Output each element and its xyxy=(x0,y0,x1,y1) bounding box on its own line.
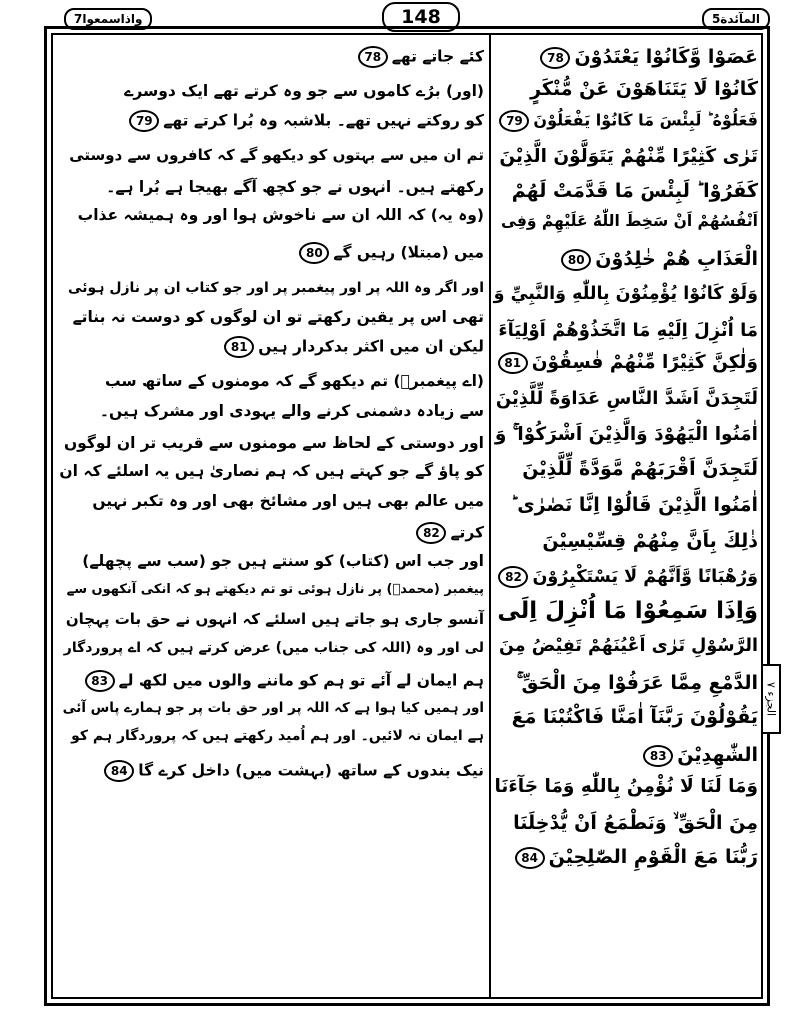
arabic-line-text: كَفَرُوْا ؕ لَبِئْسَ مَا قَدَّمَتْ لَهُمْ xyxy=(511,180,758,202)
arabic-line xyxy=(639,744,758,767)
arabic-line-text: عَصَوْا وَّكَانُوْا يَعْتَدُوْنَ xyxy=(574,46,758,68)
arabic-line xyxy=(494,352,758,374)
arabic-line-text: اَنْفُسُهُمْ اَنْ سَخِطَ اللّٰهُ عَلَيْهِمْ وَفِى xyxy=(501,212,758,230)
arabic-line-text: وَرُهْبَانًا وَّاَنَّهُمْ لَا يَسْتَكْبِرُوْنَ xyxy=(532,567,758,587)
urdu-line xyxy=(106,178,484,196)
urdu-line xyxy=(295,242,484,264)
arabic-line xyxy=(513,812,758,834)
urdu-line xyxy=(100,402,484,420)
urdu-line-text: میں عالم بھی ہیں اور مشائخ بھی اور وہ تکبر نہیں xyxy=(92,492,484,510)
arabic-line-text: وَلَوْ كَانُوْا يُؤْمِنُوْنَ بِاللّٰهِ وَالنَّبِيِّ وَ xyxy=(493,284,758,304)
arabic-line xyxy=(536,46,758,69)
verse-number-badge: 78 xyxy=(358,46,388,68)
arabic-line-text: الدَّمْعِ مِمَّا عَرَفُوْا مِنَ الْحَقِّ ۚ xyxy=(516,672,758,694)
urdu-line xyxy=(64,434,484,452)
urdu-line xyxy=(64,640,484,656)
verse-number-badge: 82 xyxy=(416,522,446,544)
arabic-line xyxy=(498,320,758,341)
verse-number-badge: 84 xyxy=(104,760,134,782)
arabic-line-text: الْعَذَابِ هُمْ خٰلِدُوْنَ xyxy=(595,248,758,270)
verse-number-badge: 79 xyxy=(129,110,159,132)
arabic-line-text: تَرٰى كَثِيْرًا مِّنْهُمْ يَتَوَلَّوْنَ الَّذِيْنَ xyxy=(499,146,758,167)
urdu-line-text: کو پاؤ گے جو کہتے ہیں کہ ہم نصاریٰ ہیں یہ اسلئے کہ ان xyxy=(59,462,484,480)
arabic-line xyxy=(495,110,758,132)
urdu-line-text: اور دوستی کے لحاظ سے مومنوں سے قریب تر ان لوگوں xyxy=(63,434,484,452)
urdu-line-text: میں (مبتلا) رہیں گے xyxy=(333,243,484,262)
arabic-line-text: اٰمَنُوا الْيَهُوْدَ وَالَّذِيْنَ اَشْرَكُوْا ۚ وَ xyxy=(494,424,758,445)
arabic-line-text: فَعَلُوْهُ ؕ لَبِئْسَ مَا كَانُوْا يَفْعَلُوْنَ xyxy=(533,110,758,130)
verse-number-badge: 83 xyxy=(85,670,115,692)
juz-marker-label: الجزء ٧ xyxy=(764,681,778,717)
arabic-line-text: لَتَجِدَنَّ اَشَدَّ النَّاسِ عَدَاوَةً لِّلَّذِيْنَ xyxy=(495,388,758,409)
verse-number-badge: 83 xyxy=(643,745,673,767)
arabic-line-text: يَقُوْلُوْنَ رَبَّنَآ اٰمَنَّا فَاكْتُبْنَا مَعَ xyxy=(511,706,758,728)
page-number: 148 xyxy=(382,2,460,32)
arabic-line xyxy=(501,212,758,230)
urdu-line xyxy=(69,146,484,164)
arabic-line xyxy=(497,598,758,624)
arabic-line xyxy=(522,458,758,480)
arabic-line-text: رَبُّنَا مَعَ الْقَوْمِ الصّٰلِحِيْنَ xyxy=(548,846,758,868)
urdu-line xyxy=(63,700,484,716)
urdu-line-text: اور اگر وہ اللہ پر اور پیغمبر پر اور جو کتاب ان پر نازل ہوئی xyxy=(68,280,484,296)
juz-marker-tab xyxy=(763,664,781,734)
arabic-line xyxy=(494,284,758,304)
urdu-line-text: لی اور وہ (اللہ کی جناب میں) عرض کرتے ہیں کہ اے پروردگار xyxy=(63,640,484,656)
arabic-line xyxy=(557,248,758,271)
arabic-line xyxy=(499,146,758,167)
arabic-line xyxy=(494,776,758,797)
urdu-line xyxy=(71,728,484,744)
urdu-line-text: ہے ایمان نہ لائیں۔ اور ہم اُمید رکھتے ہیں کہ پروردگار ہم کو xyxy=(71,728,484,744)
arabic-line xyxy=(517,672,758,694)
arabic-line-text: الرَّسُوْلِ تَرٰى اَعْيُنَهُمْ تَفِيْضُ مِنَ xyxy=(499,636,758,656)
urdu-line-text: تم ان میں سے بہتوں کو دیکھو گے کہ کافروں سے دوستی xyxy=(69,146,484,164)
arabic-line-text: وَلٰكِنَّ كَثِيْرًا مِّنْهُمْ فٰسِقُوْنَ xyxy=(531,352,758,373)
urdu-line-text: پیغمبر (محمدؐ) پر نازل ہوئی تو تم دیکھتے ہو کہ انکی آنکھوں سے xyxy=(66,582,484,597)
arabic-line xyxy=(512,180,758,202)
arabic-line xyxy=(530,78,758,100)
urdu-line xyxy=(67,582,484,597)
arabic-line-text: اٰمَنُوا الَّذِيْنَ قَالُوْا اِنَّا نَصٰرٰى ؕ xyxy=(510,494,758,516)
arabic-line xyxy=(495,424,758,445)
verse-number-badge: 79 xyxy=(499,110,529,132)
urdu-line-text: ہم ایمان لے آئے تو ہم کو ماننے والوں میں لکھ لے xyxy=(118,671,484,690)
arabic-line xyxy=(499,636,758,656)
arabic-line xyxy=(512,706,758,728)
arabic-line-text: الشّٰهِدِيْنَ xyxy=(677,744,758,766)
arabic-line-text: مَا اُنْزِلَ اِلَيْهِ مَا اتَّخَذُوْهُمْ اَوْلِيَآءَ xyxy=(498,320,758,341)
urdu-line-text: سے زیادہ دشمنی کرنے والے یہودی اور مشرک ہیں۔ xyxy=(99,402,484,420)
arabic-line-text: ذٰلِكَ بِاَنَّ مِنْهُمْ قِسِّيْسِيْنَ xyxy=(542,530,758,552)
verse-number-badge: 80 xyxy=(561,249,591,271)
urdu-line-text: (وہ یہ) کہ اللہ ان سے ناخوش ہوا اور وہ ہمیشہ عذاب xyxy=(77,206,484,224)
verse-number-badge: 82 xyxy=(498,566,528,588)
column-divider xyxy=(489,33,491,999)
urdu-line-text: اور ہمیں کیا ہوا ہے کہ اللہ پر اور حق بات پر جو ہمارے پاس آئی xyxy=(62,700,484,716)
urdu-line xyxy=(59,462,484,480)
arabic-line-text: مِنَ الْحَقِّ ۙ وَنَطْمَعُ اَنْ يُّدْخِلَنَا xyxy=(513,812,758,834)
urdu-line xyxy=(354,46,484,68)
urdu-line xyxy=(66,610,484,628)
page-header xyxy=(58,6,770,28)
urdu-line-text: کو روکتے نہیں تھے۔ بلاشبہ وہ بُرا کرتے تھے xyxy=(163,111,484,130)
urdu-line-text: اور جب اس (کتاب) کو سنتے ہیں جو (سب سے پچھلے) xyxy=(82,552,484,570)
arabic-line-text: وَمَا لَنَا لَا نُؤْمِنُ بِاللّٰهِ وَمَا جَآءَنَا xyxy=(494,776,758,797)
verse-number-badge: 80 xyxy=(299,242,329,264)
arabic-line xyxy=(511,846,758,869)
arabic-line xyxy=(542,530,758,552)
verse-number-badge: 78 xyxy=(540,47,570,69)
verse-number-badge: 81 xyxy=(224,336,254,358)
urdu-line xyxy=(81,670,484,692)
verse-number-badge: 84 xyxy=(515,847,545,869)
juz-name-label: واذاسمعوا7 xyxy=(64,8,152,30)
urdu-line xyxy=(100,760,484,782)
urdu-line xyxy=(124,82,484,100)
urdu-line xyxy=(68,280,484,296)
urdu-line xyxy=(78,206,484,224)
arabic-line-text: لَتَجِدَنَّ اَقْرَبَهُمْ مَّوَدَّةً لِّلَّذِيْنَ xyxy=(522,458,758,480)
urdu-line-text: تھی اس پر یقین رکھتے تو ان لوگوں کو دوست نہ بناتے xyxy=(72,308,484,326)
arabic-line-text: وَاِذَا سَمِعُوْا مَا اُنْزِلَ اِلَى xyxy=(497,598,758,624)
urdu-line-text: (اے پیغمبرؐ) تم دیکھو گے کہ مومنوں کے ساتھ سب xyxy=(104,372,484,390)
urdu-line xyxy=(105,372,484,390)
urdu-line xyxy=(82,552,484,570)
urdu-line-text: آنسو جاری ہو جاتے ہیں اسلئے کہ انہوں نے حق بات پہچان xyxy=(65,610,484,628)
urdu-line-text: لیکن ان میں اکثر بدکردار ہیں xyxy=(258,337,484,356)
urdu-line xyxy=(73,308,484,326)
arabic-line xyxy=(494,566,758,588)
urdu-line xyxy=(92,492,484,510)
arabic-line xyxy=(511,494,758,516)
verse-number-badge: 81 xyxy=(498,352,528,374)
urdu-line-text: (اور) برُے کاموں سے جو وہ کرتے تھے ایک دوسرے xyxy=(124,82,484,100)
urdu-line-text: کئے جاتے تھے xyxy=(391,47,484,66)
urdu-line-text: کرتے xyxy=(450,523,484,542)
urdu-line xyxy=(412,522,484,544)
urdu-line-text: رکھتے ہیں۔ انہوں نے جو کچھ آگے بھیجا ہے بُرا ہے۔ xyxy=(106,178,484,196)
surah-name-label: المآئدة5 xyxy=(702,8,770,30)
urdu-line-text: نیک بندوں کے ساتھ (بہشت میں) داخل کرے گا xyxy=(138,761,484,780)
arabic-line xyxy=(496,388,758,409)
arabic-line-text: كَانُوْا لَا يَتَنَاهَوْنَ عَنْ مُّنْكَرٍ xyxy=(530,78,758,100)
urdu-line xyxy=(125,110,484,132)
urdu-line xyxy=(220,336,484,358)
